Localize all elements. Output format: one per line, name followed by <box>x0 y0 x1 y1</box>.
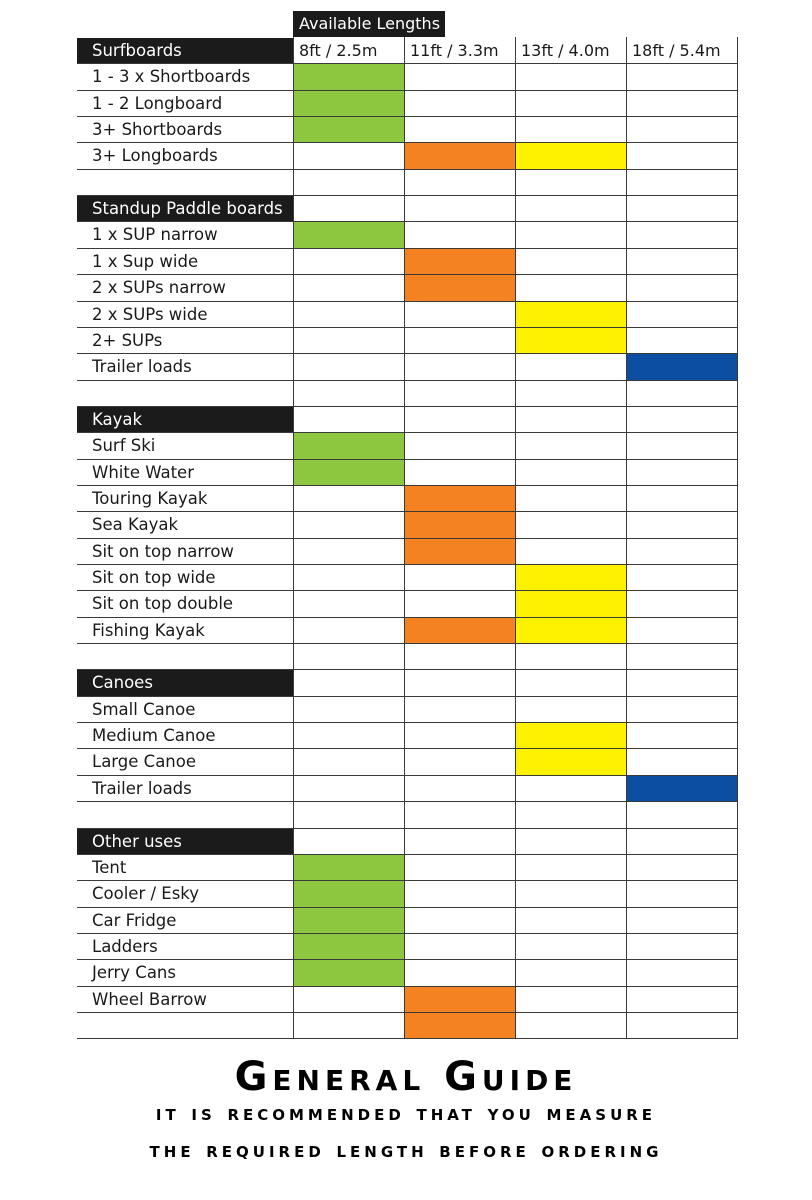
row-label: White Water <box>92 463 194 482</box>
row-label: 1 x Sup wide <box>92 252 199 271</box>
length-cell-green <box>293 91 404 117</box>
length-cell-yellow <box>515 565 626 591</box>
row-label: Surf Ski <box>92 436 156 455</box>
grid-row-line <box>77 669 738 670</box>
grid-row-line <box>77 854 738 855</box>
row-label: Large Canoe <box>92 752 197 771</box>
grid-column-line <box>626 37 627 1039</box>
length-cell-green <box>293 881 404 907</box>
grid-row-line <box>77 406 738 407</box>
length-cell-yellow <box>515 591 626 617</box>
row-label: Cooler / Esky <box>92 884 200 903</box>
column-header-1: 8ft / 2.5m <box>299 41 378 60</box>
section-header: Canoes <box>77 670 293 696</box>
grid-column-line <box>293 37 294 1039</box>
row-label-empty <box>77 644 293 670</box>
length-cell-green <box>293 117 404 143</box>
grid-row-line <box>77 933 738 934</box>
row-label-empty <box>77 802 293 828</box>
length-cell-blue <box>626 776 737 802</box>
guide-title: General Guide <box>234 1054 578 1100</box>
grid-row-line <box>77 432 738 433</box>
row-label-empty <box>77 1013 293 1039</box>
length-cell-green <box>293 934 404 960</box>
row-label: 2+ SUPs <box>92 331 163 350</box>
grid-row-line <box>77 142 738 143</box>
row-label: Small Canoe <box>92 700 196 719</box>
grid-row-line <box>77 907 738 908</box>
grid-row-line <box>77 485 738 486</box>
grid-row-line <box>77 748 738 749</box>
row-label: 1 - 3 x Shortboards <box>92 67 251 86</box>
grid-row-line <box>77 1038 738 1039</box>
row-label: Tent <box>92 858 127 877</box>
row-label-empty <box>77 381 293 407</box>
row-label: Sit on top double <box>92 594 234 613</box>
length-cell-orange <box>404 275 515 301</box>
length-cell-orange <box>404 486 515 512</box>
grid-row-line <box>77 90 738 91</box>
grid-row-line <box>77 617 738 618</box>
length-cell-green <box>293 908 404 934</box>
length-cell-green <box>293 460 404 486</box>
grid-row-line <box>77 775 738 776</box>
section-header: Surfboards <box>77 38 293 64</box>
row-label: 1 x SUP narrow <box>92 225 218 244</box>
length-cell-yellow <box>515 618 626 644</box>
column-header-4: 18ft / 5.4m <box>632 41 721 60</box>
row-label: 2 x SUPs narrow <box>92 278 226 297</box>
grid-row-line <box>77 511 738 512</box>
grid-row-line <box>77 380 738 381</box>
row-label: Sit on top wide <box>92 568 216 587</box>
length-cell-orange <box>404 618 515 644</box>
grid-row-line <box>77 986 738 987</box>
guide-note-line-1: it is recommended that you measure <box>155 1101 657 1126</box>
length-cell-green <box>293 433 404 459</box>
column-header-2: 11ft / 3.3m <box>410 41 499 60</box>
grid-row-line <box>77 353 738 354</box>
row-label: Trailer loads <box>92 779 192 798</box>
row-label: Wheel Barrow <box>92 990 207 1009</box>
row-label: Jerry Cans <box>92 963 176 982</box>
available-lengths-header: Available Lengths <box>293 11 445 37</box>
grid-column-line <box>515 37 516 1039</box>
length-cell-orange <box>404 249 515 275</box>
row-label: Sea Kayak <box>92 515 179 534</box>
row-label: Ladders <box>92 937 158 956</box>
length-cell-green <box>293 960 404 986</box>
length-cell-orange <box>404 512 515 538</box>
row-label: Trailer loads <box>92 357 192 376</box>
row-label: Car Fridge <box>92 911 177 930</box>
row-label-empty <box>77 170 293 196</box>
section-header: Other uses <box>77 829 293 855</box>
section-header: Kayak <box>77 407 293 433</box>
guide-note-line-2: the required length before ordering <box>149 1138 663 1163</box>
length-cell-orange <box>404 1013 515 1039</box>
length-cell-orange <box>404 987 515 1013</box>
grid-row-line <box>77 801 738 802</box>
length-cell-green <box>293 855 404 881</box>
length-cell-yellow <box>515 328 626 354</box>
length-cell-yellow <box>515 143 626 169</box>
row-label: 1 - 2 Longboard <box>92 94 223 113</box>
grid-row-line <box>77 195 738 196</box>
grid-row-line <box>77 248 738 249</box>
section-header: Standup Paddle boards <box>77 196 293 222</box>
grid-column-line <box>737 37 738 1039</box>
grid-row-line <box>77 696 738 697</box>
grid-row-line <box>77 590 738 591</box>
grid-row-line <box>77 221 738 222</box>
length-cell-yellow <box>515 723 626 749</box>
length-cell-green <box>293 64 404 90</box>
grid-row-line <box>77 169 738 170</box>
length-cell-blue <box>626 354 737 380</box>
grid-column-line <box>404 37 405 1039</box>
row-label: Touring Kayak <box>92 489 208 508</box>
row-label: Medium Canoe <box>92 726 216 745</box>
length-cell-yellow <box>515 749 626 775</box>
length-cell-yellow <box>515 302 626 328</box>
grid-row-line <box>77 643 738 644</box>
length-cell-orange <box>404 143 515 169</box>
column-header-3: 13ft / 4.0m <box>521 41 610 60</box>
grid-row-line <box>77 459 738 460</box>
grid-row-line <box>77 959 738 960</box>
grid-row-line <box>77 828 738 829</box>
grid-row-line <box>77 274 738 275</box>
grid-row-line <box>77 880 738 881</box>
grid-row-line <box>77 564 738 565</box>
grid-row-line <box>77 1012 738 1013</box>
row-label: 2 x SUPs wide <box>92 305 208 324</box>
row-label: Fishing Kayak <box>92 621 205 640</box>
grid-row-line <box>77 722 738 723</box>
length-cell-orange <box>404 539 515 565</box>
row-label: 3+ Shortboards <box>92 120 223 139</box>
grid-row-line <box>77 538 738 539</box>
row-label: 3+ Longboards <box>92 146 218 165</box>
grid-row-line <box>77 327 738 328</box>
grid-row-line <box>77 301 738 302</box>
length-cell-green <box>293 222 404 248</box>
grid-row-line <box>77 116 738 117</box>
row-label: Sit on top narrow <box>92 542 234 561</box>
